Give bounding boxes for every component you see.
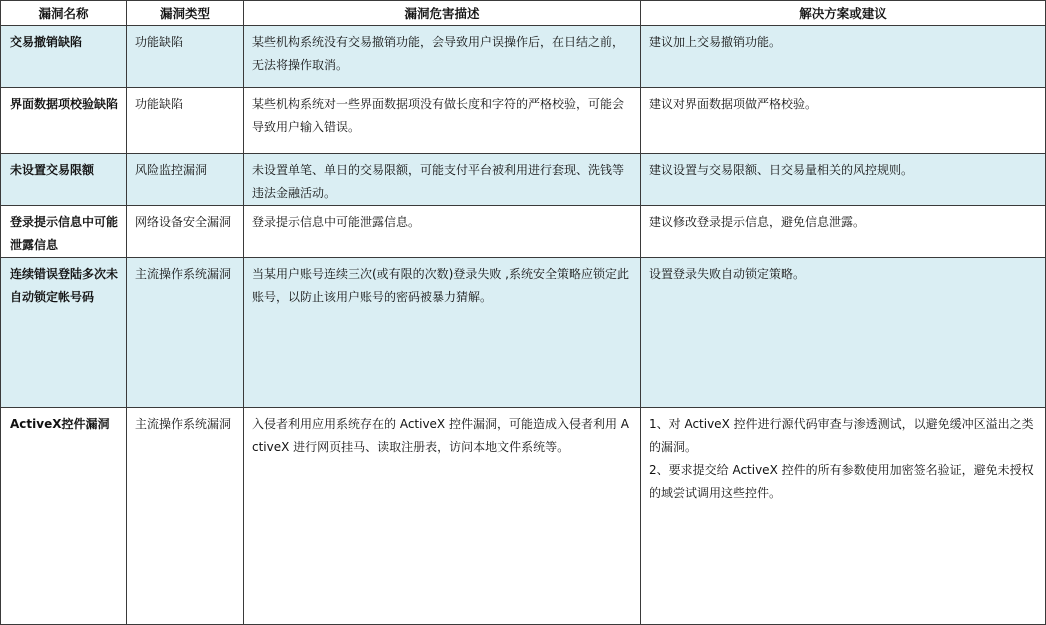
vuln-name-cell: [1, 26, 127, 88]
vuln-name-cell: [1, 88, 127, 154]
vuln-desc-cell-text: 入侵者利用应用系统存在的 ActiveX 控件漏洞，可能造成入侵者利用 ActiveX 进行网页挂马、读取注册表，访问本地文件系统等。: [252, 417, 629, 454]
vuln-desc-cell: [244, 26, 641, 88]
vuln-name-cell-text: 交易撤销缺陷: [10, 35, 83, 49]
table-row: [1, 258, 1046, 408]
vuln-name-cell-text: 界面数据项校验缺陷: [10, 97, 119, 111]
vuln-desc-cell: [244, 154, 641, 206]
vuln-name-cell: [1, 206, 127, 258]
vuln-desc-cell-text: 某些机构系统没有交易撤销功能，会导致用户误操作后，在日结之前，无法将操作取消。: [252, 35, 625, 72]
vuln-name-cell-text: ActiveX控件漏洞: [10, 417, 110, 431]
solution-cell: [641, 26, 1046, 88]
vuln-desc-cell: [244, 88, 641, 154]
vuln-type-cell: [127, 154, 244, 206]
vuln-name-cell-text: 登录提示信息中可能泄露信息: [10, 215, 119, 252]
header-solution: 解决方案或建议: [641, 1, 1046, 26]
solution-line: 建议加上交易撤销功能。: [649, 35, 782, 49]
vuln-type-cell-text: 主流操作系统漏洞: [135, 417, 232, 431]
header-vuln-desc: 漏洞危害描述: [244, 1, 641, 26]
vuln-desc-cell-text: 未设置单笔、单日的交易限额，可能支付平台被利用进行套现、洗钱等违法金融活动。: [252, 163, 625, 200]
vuln-type-cell-text: 功能缺陷: [135, 97, 184, 111]
table-row: [1, 206, 1046, 258]
vuln-type-cell: [127, 258, 244, 408]
header-vuln-name: 漏洞名称: [1, 1, 127, 26]
solution-cell: [641, 408, 1046, 625]
solution-line: 建议设置与交易限额、日交易量相关的风控规则。: [649, 163, 914, 177]
header-row: [1, 1, 1046, 26]
vuln-type-cell: [127, 206, 244, 258]
vuln-type-cell: [127, 408, 244, 625]
vuln-desc-cell-text: 当某用户账号连续三次(或有限的次数)登录失败 ,系统安全策略应锁定此账号，以防止该用户账号的密码被暴力猜解。: [252, 267, 629, 304]
vuln-desc-cell-text: 登录提示信息中可能泄露信息。: [252, 215, 421, 229]
solution-cell: [641, 154, 1046, 206]
vuln-desc-cell: [244, 206, 641, 258]
table-row: [1, 88, 1046, 154]
vuln-name-cell-text: 未设置交易限额: [10, 163, 95, 177]
solution-cell: [641, 258, 1046, 408]
solution-cell: [641, 88, 1046, 154]
vuln-type-cell-text: 网络设备安全漏洞: [135, 215, 232, 229]
solution-line: 建议修改登录提示信息，避免信息泄露。: [649, 215, 866, 229]
vuln-name-cell: [1, 154, 127, 206]
solution-line: 2、要求提交给 ActiveX 控件的所有参数使用加密签名验证，避免未授权的域尝试调用这些控件。: [649, 463, 1034, 500]
solution-cell: [641, 206, 1046, 258]
vuln-type-cell-text: 功能缺陷: [135, 35, 184, 49]
vuln-desc-cell: [244, 408, 641, 625]
table-row: [1, 154, 1046, 206]
vuln-type-cell-text: 风险监控漏洞: [135, 163, 208, 177]
solution-line: 1、对 ActiveX 控件进行源代码审查与渗透测试，以避免缓冲区溢出之类的漏洞。: [649, 417, 1034, 454]
vuln-name-cell: [1, 258, 127, 408]
table-row: [1, 26, 1046, 88]
vuln-desc-cell-text: 某些机构系统对一些界面数据项没有做长度和字符的严格校验，可能会导致用户输入错误。: [252, 97, 625, 134]
header-vuln-type: 漏洞类型: [127, 1, 244, 26]
vuln-type-cell: [127, 88, 244, 154]
table-body: [1, 26, 1046, 625]
vuln-name-cell: [1, 408, 127, 625]
vuln-type-cell-text: 主流操作系统漏洞: [135, 267, 232, 281]
vuln-desc-cell: [244, 258, 641, 408]
vuln-name-cell-text: 连续错误登陆多次未自动锁定帐号码: [10, 267, 119, 304]
table-row: [1, 408, 1046, 625]
solution-line: 设置登录失败自动锁定策略。: [649, 267, 806, 281]
solution-line: 建议对界面数据项做严格校验。: [649, 97, 818, 111]
vuln-type-cell: [127, 26, 244, 88]
